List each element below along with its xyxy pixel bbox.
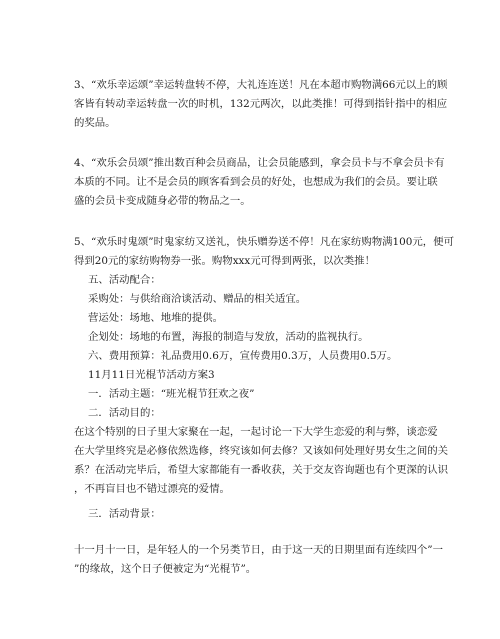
plan-title: 11月11日光棍节活动方案3 xyxy=(88,369,215,381)
section-heading: 二．活动目的： xyxy=(88,407,161,419)
text-line: 企划处：场地的布置，海报的制造与发放，活动的监视执行。 xyxy=(88,331,369,343)
text-line: 的奖品。 xyxy=(74,117,116,129)
text-line: ”的缘故，这个日子便被定为“光棍节”。 xyxy=(74,563,257,575)
text-line: ，不再盲目也不错过漂亮的爱情。 xyxy=(74,483,230,495)
text-line: 得到20元的家纺购物券一张。购物xxx元可得到两张，以次类推！ xyxy=(74,255,375,267)
text-line: 十一月十一日，是年轻人的一个另类节日，由于这一天的日期里面有连续四个”一 xyxy=(74,544,443,556)
text-line: 采购处：与供给商洽谈活动、赠品的相关适宜。 xyxy=(88,293,307,305)
text-line: 在这个特别的日子里大家聚在一起，一起讨论一下大学生恋爱的利与弊，谈恋爱 xyxy=(74,426,438,438)
text-line: 5、“欢乐时鬼颂”时鬼家纺又送礼，快乐赠券送不停！凡在家纺购物满100元，便可 xyxy=(74,236,454,248)
text-line: 盛的会员卡变成随身必带的物品之一。 xyxy=(74,195,251,207)
text-line: 系？在活动完毕后，希望大家都能有一番收获，关于交友咨询题也有个更深的认识 xyxy=(74,464,449,476)
text-line: 营运处：场地、地堆的提供。 xyxy=(88,312,224,324)
text-line: 3、“欢乐幸运颂”幸运转盘转不停，大礼连连送！凡在本超市购物满66元以上的顾 xyxy=(74,79,448,91)
text-line: 客皆有转动幸运转盘一次的时机，132元两次，以此类推！可得到指针指中的相应 xyxy=(74,98,448,110)
section-heading: 三．活动背景： xyxy=(88,508,161,520)
text-line: 本质的不同。让不是会员的顾客看到会员的好处，也想成为我们的会员。要让联 xyxy=(74,176,438,188)
text-line: 六、费用预算：礼品费用0.6万，宣传费用0.3万，人员费用0.5万。 xyxy=(88,350,398,362)
section-heading: 五、活动配合： xyxy=(88,274,161,286)
section-heading: 一．活动主题：“班光棍节狂欢之夜” xyxy=(88,388,255,400)
text-line: 在大学里终究是必修依然选修，终究该如何去修？又该如何处理好男女生之间的关 xyxy=(74,445,449,457)
text-line: 4、“欢乐会员颂”推出数百种会员商品，让会员能感到，拿会员卡与不拿会员卡有 xyxy=(74,157,445,169)
